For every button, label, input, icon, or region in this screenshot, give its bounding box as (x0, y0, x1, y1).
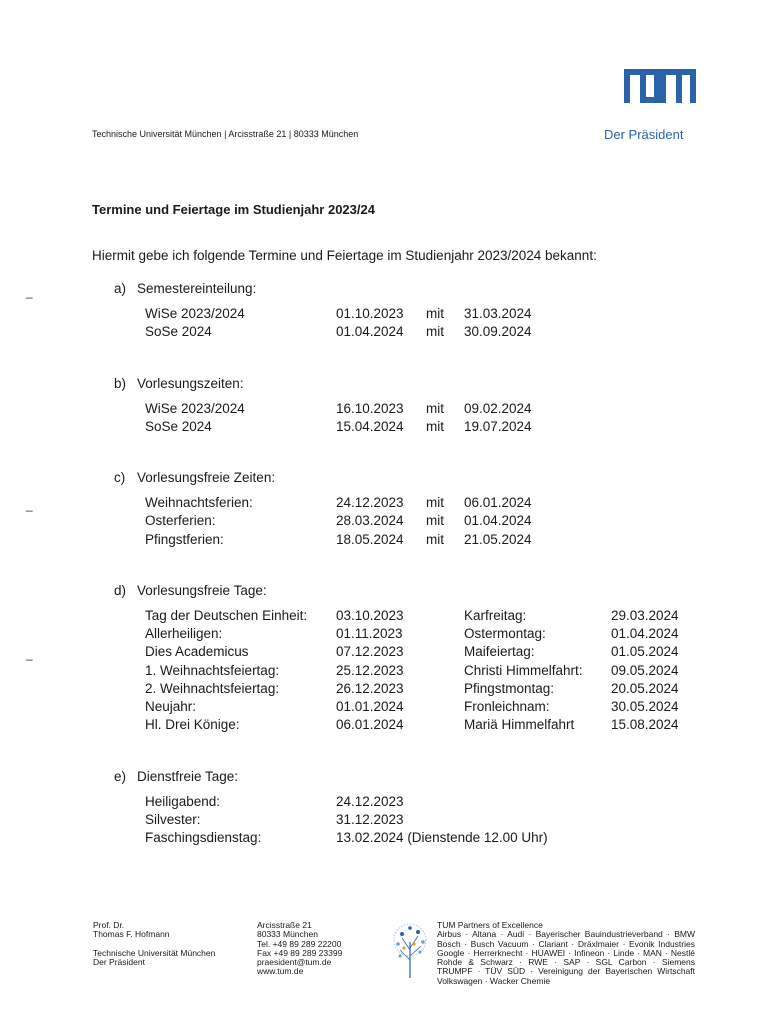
date-range-row (145, 513, 705, 531)
holiday-label: Ostermontag: (464, 626, 546, 641)
footer-line: Der Präsident (93, 957, 145, 968)
section-d-heading (114, 583, 267, 598)
row-to: 06.01.2024 (464, 495, 532, 510)
section-letter: c) (114, 470, 126, 485)
holiday-label: Pfingstmontag: (464, 681, 555, 696)
holiday-label: Neujahr: (145, 699, 197, 714)
row-mit: mit (426, 513, 444, 528)
partners-title: TUM Partners of Excellence (437, 920, 543, 930)
holiday-label: Maifeiertag: (464, 644, 535, 659)
row-from: 01.10.2023 (336, 306, 404, 321)
row-label: WiSe 2023/2024 (145, 306, 245, 321)
holiday-date: 29.03.2024 (611, 608, 679, 623)
footer-signatory (93, 921, 215, 967)
row-mit: mit (426, 532, 444, 547)
partners-line: Volkswagen · Wacker Chemie (437, 975, 551, 986)
date-range-row (145, 401, 705, 419)
row-to: 31.03.2024 (464, 306, 532, 321)
section-b-heading (114, 376, 244, 391)
row-mit: mit (426, 419, 444, 434)
partners-line: Airbus · Altana · Audi · Bayerischer Bauindustrieverband · BMW (437, 929, 695, 940)
president-label: Der Präsident (604, 127, 684, 142)
row-mit: mit (426, 324, 444, 339)
section-a-heading (114, 281, 256, 296)
section-letter: b) (114, 376, 127, 391)
row-from: 18.05.2024 (336, 532, 404, 547)
footer-contact (257, 921, 342, 977)
holiday-date: 25.12.2023 (336, 663, 404, 678)
footer-line: Technische Universität München (93, 947, 216, 958)
section-title: Vorlesungsfreie Zeiten: (137, 470, 276, 485)
partners-line: Rohde & Schwarz · RWE · SAP · SGL Carbon · Siemens (437, 957, 695, 968)
day-off-label: Faschingsdienstag: (145, 830, 262, 845)
day-off-row (145, 812, 705, 830)
row-from: 15.04.2024 (336, 419, 404, 434)
holiday-label: 1. Weihnachtsfeiertag: (145, 663, 280, 678)
row-label: SoSe 2024 (145, 419, 212, 434)
day-off-row (145, 830, 705, 848)
sender-address-line: Technische Universität München | Arcisstraße 21 | 80333 München (92, 129, 359, 139)
holiday-label: Hl. Drei Könige: (145, 717, 240, 732)
date-range-row (145, 419, 705, 437)
holiday-row (145, 681, 705, 699)
row-to: 09.02.2024 (464, 401, 532, 416)
footer-line: 80333 München (257, 929, 318, 940)
holiday-label: Dies Academicus (145, 644, 249, 659)
footer-line: Thomas F. Hofmann (93, 929, 170, 940)
row-from: 01.04.2024 (336, 324, 404, 339)
holiday-date: 06.01.2024 (336, 717, 404, 732)
footer-line: Arcisstraße 21 (257, 920, 312, 930)
holiday-label: Karfreitag: (464, 608, 527, 623)
row-to: 21.05.2024 (464, 532, 532, 547)
footer-partners (437, 921, 695, 986)
holiday-row (145, 608, 705, 626)
row-label: Weihnachtsferien: (145, 495, 253, 510)
row-label: Pfingstferien: (145, 532, 224, 547)
date-range-row (145, 306, 705, 324)
holiday-date: 09.05.2024 (611, 663, 679, 678)
section-e-heading (114, 769, 238, 784)
section-letter: d) (114, 583, 127, 598)
row-label: SoSe 2024 (145, 324, 212, 339)
row-from: 16.10.2023 (336, 401, 404, 416)
row-mit: mit (426, 401, 444, 416)
holiday-row (145, 699, 705, 717)
holiday-date: 07.12.2023 (336, 644, 404, 659)
partners-line: Bosch · Busch Vacuum · Clariant · Dräxlmaier · Evonik Industries (437, 938, 695, 949)
holiday-date: 01.04.2024 (611, 626, 679, 641)
day-off-value: 24.12.2023 (336, 794, 404, 809)
holiday-row (145, 717, 705, 735)
partners-line: TRUMPF · TÜV SÜD · Vereinigung der Bayerischen Wirtschaft (437, 966, 695, 977)
holiday-date: 15.08.2024 (611, 717, 679, 732)
section-title: Vorlesungsfreie Tage: (137, 583, 267, 598)
holiday-label: Tag der Deutschen Einheit: (145, 608, 308, 623)
row-mit: mit (426, 495, 444, 510)
holiday-date: 30.05.2024 (611, 699, 679, 714)
holiday-row (145, 663, 705, 681)
partners-line: Google · Herrerknecht · HUAWEI · Infineon · Linde · MAN · Nestlé (437, 947, 695, 958)
row-from: 28.03.2024 (336, 513, 404, 528)
date-range-row (145, 324, 705, 342)
punch-mark: – (26, 652, 33, 666)
date-range-row (145, 495, 705, 513)
footer-line: Tel. +49 89 289 22200 (257, 938, 342, 949)
footer-line: Fax +49 89 289 23399 (257, 947, 343, 958)
partners-tree-icon (390, 920, 430, 980)
day-off-value: 31.12.2023 (336, 812, 404, 827)
section-letter: a) (114, 281, 127, 296)
fold-mark: – (26, 503, 33, 517)
day-off-value: 13.02.2024 (Dienstende 12.00 Uhr) (336, 830, 548, 845)
footer-line: Prof. Dr. (93, 920, 125, 930)
holiday-label: Fronleichnam: (464, 699, 550, 714)
date-range-row (145, 532, 705, 550)
holiday-date: 26.12.2023 (336, 681, 404, 696)
day-off-row (145, 794, 705, 812)
holiday-date: 01.01.2024 (336, 699, 404, 714)
row-label: Osterferien: (145, 513, 216, 528)
holiday-row (145, 626, 705, 644)
holiday-label: 2. Weihnachtsfeiertag: (145, 681, 280, 696)
day-off-label: Heiligabend: (145, 794, 221, 809)
holiday-date: 20.05.2024 (611, 681, 679, 696)
row-mit: mit (426, 306, 444, 321)
holiday-label: Christi Himmelfahrt: (464, 663, 583, 678)
row-to: 01.04.2024 (464, 513, 532, 528)
holiday-row (145, 644, 705, 662)
holiday-date: 03.10.2023 (336, 608, 404, 623)
holiday-date: 01.11.2023 (336, 626, 403, 641)
row-from: 24.12.2023 (336, 495, 404, 510)
footer-email-link[interactable]: praesident@tum.de (257, 957, 332, 968)
section-letter: e) (114, 769, 127, 784)
tum-logo (624, 69, 696, 103)
document-title: Termine und Feiertage im Studienjahr 2023/24 (92, 202, 375, 217)
row-to: 30.09.2024 (464, 324, 532, 339)
holiday-date: 01.05.2024 (611, 644, 679, 659)
section-title: Semestereinteilung: (137, 281, 257, 296)
section-c-heading (114, 470, 275, 485)
fold-mark: – (26, 290, 33, 304)
row-to: 19.07.2024 (464, 419, 532, 434)
intro-text: Hiermit gebe ich folgende Termine und Feiertage im Studienjahr 2023/2024 bekannt: (92, 248, 597, 263)
section-title: Vorlesungszeiten: (137, 376, 244, 391)
section-title: Dienstfreie Tage: (137, 769, 239, 784)
holiday-label: Mariä Himmelfahrt (464, 717, 575, 732)
day-off-label: Silvester: (145, 812, 201, 827)
holiday-label: Allerheiligen: (145, 626, 223, 641)
row-label: WiSe 2023/2024 (145, 401, 245, 416)
footer-website-link[interactable]: www.tum.de (257, 966, 304, 977)
